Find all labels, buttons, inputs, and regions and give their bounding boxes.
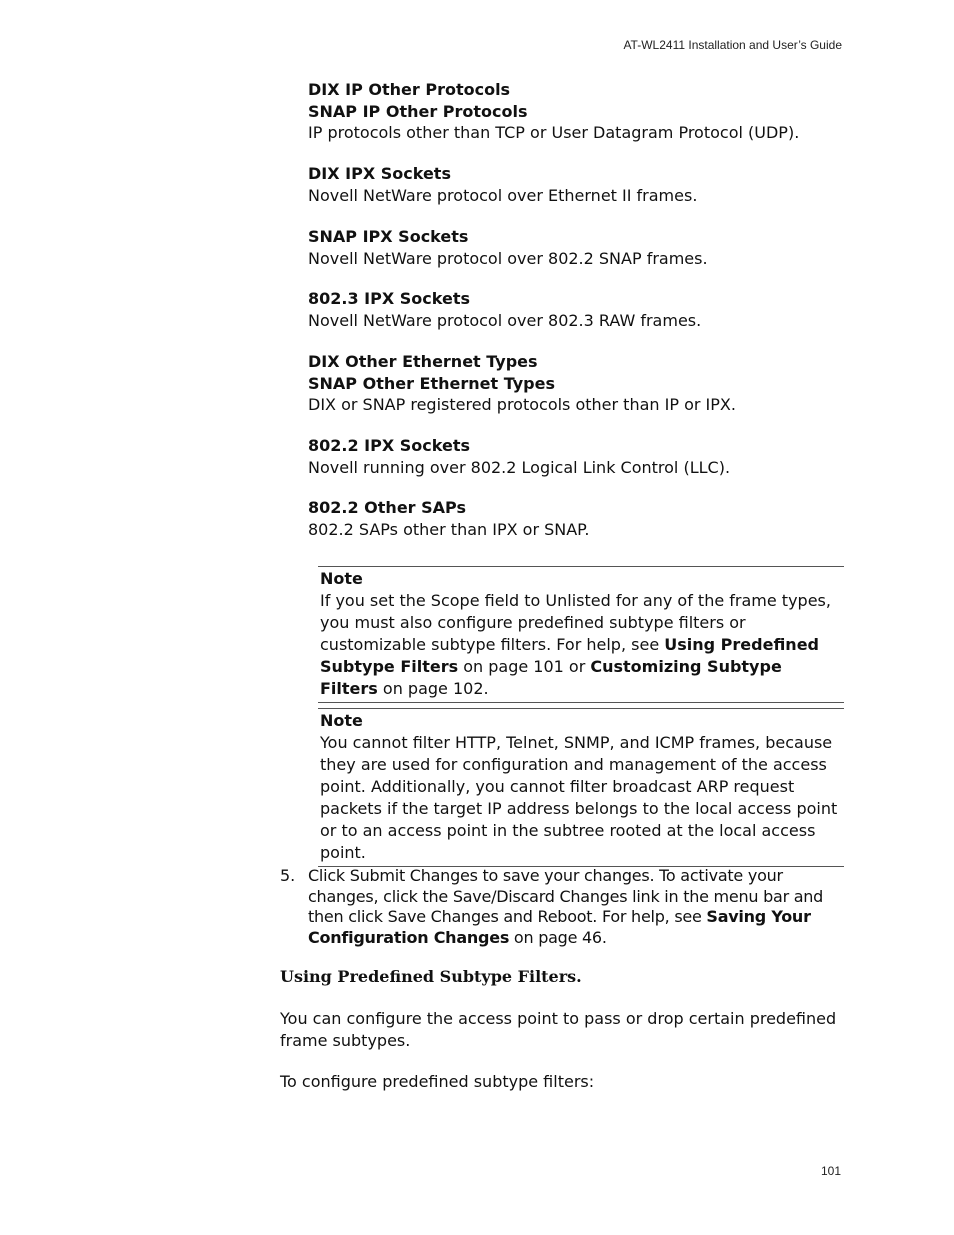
definition-description: IP protocols other than TCP or User Datagram Protocol (UDP). <box>308 123 800 142</box>
definition-description: Novell NetWare protocol over 802.2 SNAP frames. <box>308 248 708 268</box>
page-number: 101 <box>820 1164 841 1178</box>
definition-other-ethernet-types <box>308 351 848 416</box>
xref-customizing-subtype-filters[interactable]: Customizing Subtype Filters <box>320 657 782 698</box>
note-cannot-filter <box>318 708 844 867</box>
definition-dix-snap-ip-other <box>308 79 848 144</box>
xref-saving-configuration-changes[interactable]: Saving Your Configuration Changes <box>308 907 811 947</box>
definition-term: 802.2 Other SAPs <box>308 498 467 517</box>
definition-term: SNAP IP Other Protocols <box>308 101 528 121</box>
step-5 <box>280 866 842 948</box>
note-text: on page 101 or <box>458 657 591 676</box>
definition-term: SNAP IPX Sockets <box>308 227 469 246</box>
section-paragraph-1: You can configure the access point to pass or drop certain predefined frame subtypes. <box>280 1009 837 1050</box>
definition-dix-ipx-sockets <box>308 163 848 206</box>
definition-term: DIX IP Other Protocols <box>308 80 511 99</box>
definition-8022-ipx-sockets <box>308 435 848 478</box>
step-text <box>308 866 842 948</box>
definition-term: DIX IPX Sockets <box>308 164 451 183</box>
definition-description: DIX or SNAP registered protocols other than IP or IPX. <box>308 395 736 414</box>
note-heading: Note <box>320 711 363 730</box>
definition-8023-ipx-sockets <box>308 288 848 331</box>
step-body: Click Submit Changes to save your changes. To activate your changes, click the Save/Discard Changes link in the menu bar and then click Save Changes and Reboot. For help, see <box>308 866 824 926</box>
section-heading: Using Predefined Subtype Filters. <box>280 967 582 986</box>
note-text: If you set the Scope field to Unlisted for any of the frame types, you must also configure predefined subtype filters or customizable subtype filters. For help, see <box>320 591 831 654</box>
running-header: AT-WL2411 Installation and User’s Guide <box>623 38 842 52</box>
definition-snap-ipx-sockets <box>308 226 848 269</box>
note-heading: Note <box>320 569 363 588</box>
definition-term: 802.2 IPX Sockets <box>308 436 470 455</box>
xref-predefined-subtype-filters[interactable]: Using Predefined Subtype Filters <box>320 635 819 676</box>
note-scope-unlisted <box>318 566 844 703</box>
definition-description: Novell NetWare protocol over Ethernet II frames. <box>308 185 698 205</box>
note-text: on page 102. <box>377 679 489 698</box>
definition-description: 802.2 SAPs other than IPX or SNAP. <box>308 519 590 539</box>
note-body <box>320 590 844 700</box>
definition-term: 802.3 IPX Sockets <box>308 289 470 308</box>
section-paragraph-2: To configure predefined subtype filters: <box>280 1072 595 1091</box>
definition-term: SNAP Other Ethernet Types <box>308 373 555 393</box>
definition-term: DIX Other Ethernet Types <box>308 352 538 371</box>
definition-8022-other-saps <box>308 497 848 540</box>
note-body: You cannot filter HTTP, Telnet, SNMP, and ICMP frames, because they are used for configuration and management of the access point. Additionally, you cannot filter broadcast ARP request packets if the target IP address belongs to the local access point or to an access point in the subtree rooted at the local access point. <box>320 733 838 862</box>
definition-description: Novell running over 802.2 Logical Link Control (LLC). <box>308 457 731 477</box>
step-number: 5. <box>280 866 296 885</box>
step-body: on page 46. <box>509 927 607 947</box>
definition-description: Novell NetWare protocol over 802.3 RAW frames. <box>308 310 702 330</box>
